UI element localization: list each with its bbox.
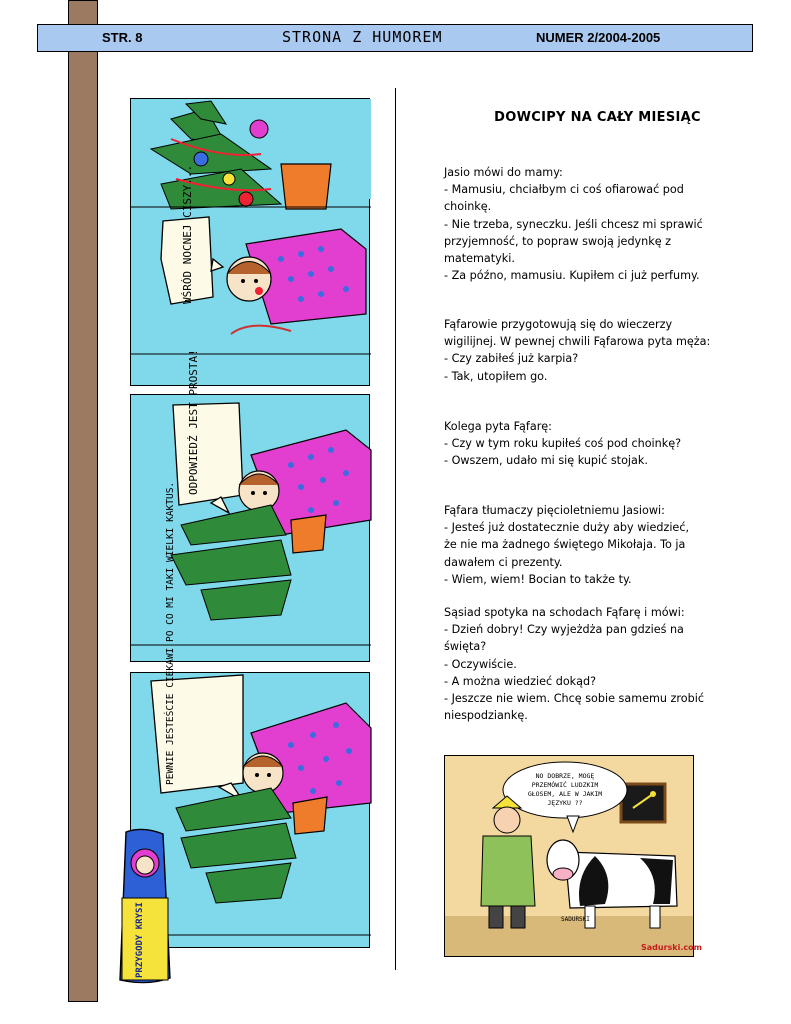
joke-4-line: dawałem ci prezenty.	[444, 555, 563, 569]
comic-panel-1	[130, 98, 370, 386]
cartoon-watermark: Sadurski.com	[641, 943, 702, 952]
joke-5-line: - Oczywiście.	[444, 657, 517, 671]
page-header	[37, 24, 753, 52]
joke-1-line: przyjemność, to popraw swoją jedynkę z	[444, 234, 672, 248]
issue-number: NUMER 2/2004-2005	[536, 30, 661, 45]
cartoon-bubble-line: JĘZYKU ??	[547, 799, 583, 807]
cartoon-bubble-line: PRZEMÓWIĆ LUDZKIM	[531, 781, 599, 789]
joke-4	[444, 502, 744, 588]
series-badge	[108, 828, 178, 988]
section-title: STRONA Z HUMOREM	[282, 28, 443, 46]
joke-5-line: niespodziankę.	[444, 709, 528, 723]
joke-2-line: - Czy zabiłeś już karpia?	[444, 352, 579, 366]
cartoon-signature: SADURSKI	[561, 916, 590, 923]
series-label: PRZYGODY KRYSI	[135, 902, 145, 978]
joke-5-line: Sąsiad spotyka na schodach Fąfarę i mówi:	[444, 606, 685, 619]
joke-4-line: - Wiem, wiem! Bocian to także ty.	[444, 572, 632, 586]
joke-2-line: Fąfarowie przygotowują się do wieczerzy	[444, 318, 673, 331]
binder-spine	[68, 0, 98, 1002]
joke-1-line: matematyki.	[444, 252, 515, 266]
joke-5-line: święta?	[444, 640, 487, 654]
article-title: DOWCIPY NA CAŁY MIESIĄC	[494, 110, 701, 125]
joke-3-line: - Owszem, udało mi się kupić stojak.	[444, 454, 648, 468]
joke-1-line: Jasio mówi do mamy:	[444, 166, 563, 179]
joke-1-line: - Za późno, mamusiu. Kupiłem ci już perfumy.	[444, 269, 700, 283]
panel-2-bubble-text: ODPOWIEDŹ JEST PROSTA!	[187, 349, 200, 495]
cartoon-bubble-line: NO DOBRZE, MOGĘ	[535, 772, 595, 780]
joke-1	[444, 164, 744, 284]
joke-3	[444, 418, 744, 470]
page-number: STR. 8	[102, 30, 143, 45]
joke-2-line: wigilijnej. W pewnej chwili Fąfarowa pyta męża:	[444, 335, 711, 349]
joke-2-line: - Tak, utopiłem go.	[444, 369, 548, 383]
joke-3-line: - Czy w tym roku kupiłeś coś pod choinkę?	[444, 437, 682, 451]
joke-4-line: że nie ma żadnego świętego Mikołaja. To ja	[444, 538, 686, 552]
joke-5-line: - Dzień dobry! Czy wyjeżdża pan gdzieś na	[444, 623, 684, 637]
joke-5	[444, 604, 744, 724]
joke-1-line: - Mamusiu, chciałbym ci coś ofiarować pod	[444, 183, 684, 197]
panel-1-bubble-text: WŚRÓD NOCNEJ CISZY...	[181, 164, 194, 304]
joke-5-line: - A można wiedzieć dokąd?	[444, 674, 597, 688]
joke-3-line: Kolega pyta Fąfarę:	[444, 420, 552, 433]
joke-2	[444, 316, 744, 385]
spine-foot	[68, 1002, 98, 1024]
panel-3-bubble-text: PEWNIE JESTEŚCIE CIEKAWI PO CO MI TAKI WIELKI KAKTUS.	[165, 481, 176, 785]
joke-4-line: Fąfara tłumaczy pięcioletniemu Jasiowi:	[444, 504, 665, 517]
joke-4-line: - Jesteś już dostatecznie duży aby wiedzieć,	[444, 521, 690, 535]
column-divider	[395, 88, 396, 970]
comic-strip	[108, 88, 368, 988]
joke-1-line: - Nie trzeba, syneczku. Jeśli chcesz mi sprawić	[444, 217, 703, 231]
joke-1-line: choinkę.	[444, 200, 492, 214]
joke-5-line: - Jeszcze nie wiem. Chcę sobie samemu zrobić	[444, 692, 704, 706]
panel-1-illustration	[131, 99, 371, 387]
cartoon-bubble-line: GŁOSEM, ALE W JAKIM	[527, 790, 603, 798]
cow-cartoon-illustration	[445, 756, 702, 956]
cow-cartoon	[444, 755, 702, 957]
